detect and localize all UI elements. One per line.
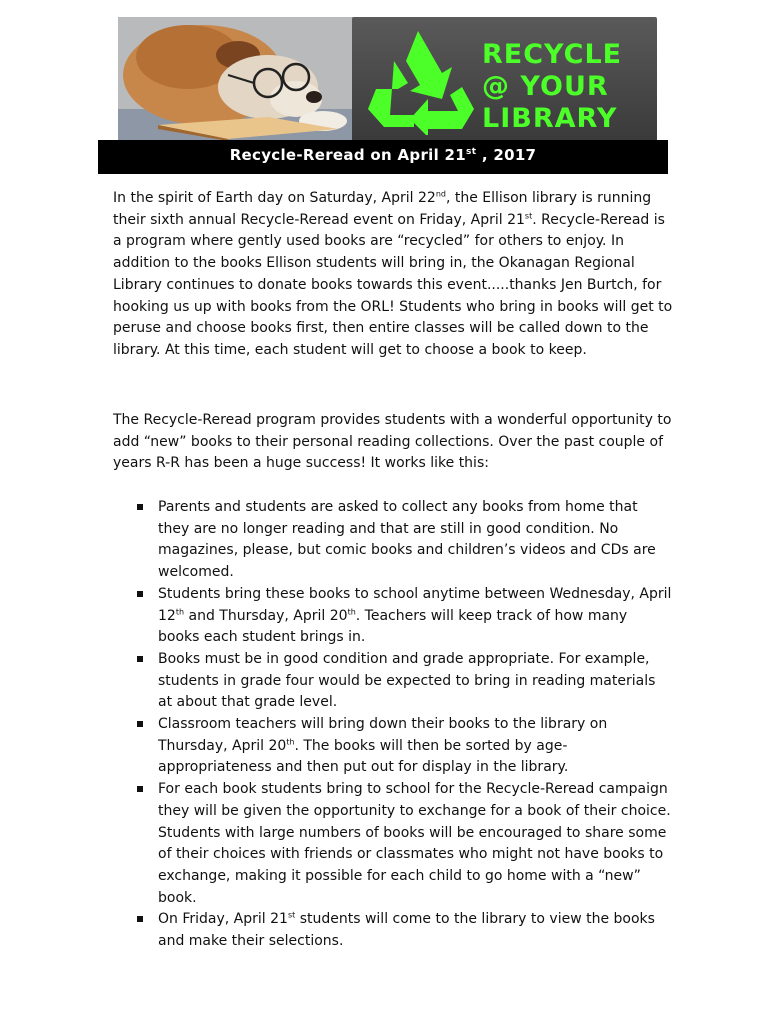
ordinal-suffix: nd [435, 189, 446, 199]
square-bullet-icon [137, 786, 143, 792]
text-run: Students bring these books to school anytime between Wednesday, April 12 [158, 585, 672, 624]
square-bullet-icon [137, 504, 143, 510]
recycle-icon [358, 25, 480, 135]
list-item [113, 909, 673, 952]
bulldog-reading-photo [118, 17, 354, 141]
text-run: . Recycle-Reread is a program where gently used books are “recycled” for others to enjoy. In addition to the books Ellison students will bring in, the Okanagan Regional Library continues to donate books towards this event.....thanks Jen Burtch, for hooking us up with books from the ORL! Students who bring in books will get to peruse and choose books first, then entire classes will be called down to the library. At this time, each student will get to choose a book to keep. [113, 211, 673, 358]
text-run: Classroom teachers will bring down their books to the library on Thursday, April 20 [158, 716, 608, 754]
list-item [113, 497, 673, 584]
page-title: Recycle-Reread on April 21st , 2017 [229, 146, 537, 164]
text-run: For each book students bring to school for the Recycle-Reread campaign they will be given the opportunity to exchange for a book of their choice. Students with large numbers of books will be encouraged to share some of their choices with friends or classmates who might not have books to exchange, making it possible for each child to go home with a “new” book. [158, 781, 671, 906]
text-run: The Recycle-Reread program provides students with a wonderful opportunity to add “new” books to their personal reading collections. Over the past couple of years R-R has been a huge success! It works like this: [113, 412, 672, 472]
list-item [113, 649, 673, 714]
program-paragraph [113, 410, 673, 475]
bulldog-illustration [118, 17, 354, 141]
text-run: Parents and students are asked to collect any books from home that they are no longer reading and that are still in good condition. No magazines, please, but comic books and children’s videos and CDs are welcomed. [158, 499, 656, 581]
logo-line-2: @ YOUR [482, 71, 609, 102]
text-run: . The books will then be sorted by age-appropriateness and then put out for display in the library. [158, 737, 569, 776]
square-bullet-icon [137, 591, 143, 597]
list-item [113, 714, 673, 779]
intro-paragraph [113, 188, 673, 362]
text-run: On Friday, April 21 [158, 911, 288, 928]
text-run: students will come to the library to view the books and make their selections. [158, 911, 655, 950]
square-bullet-icon [137, 656, 143, 662]
text-run: Books must be in good condition and grade appropriate. For example, students in grade four would be expected to bring in reading materials at about that grade level. [158, 650, 656, 711]
square-bullet-icon [137, 721, 143, 727]
text-run: and Thursday, April 20 [184, 607, 348, 624]
title-bar [98, 140, 668, 174]
logo-line-3: LIBRARY [482, 103, 618, 134]
list-item [113, 584, 673, 649]
square-bullet-icon [137, 916, 143, 922]
recycle-logo [352, 17, 657, 141]
text-run: In the spirit of Earth day on Saturday, April 22 [113, 190, 436, 206]
logo-line-1: RECYCLE [482, 39, 623, 70]
ordinal-suffix: th [286, 737, 295, 747]
ordinal-suffix: th [175, 606, 185, 616]
text-run: , the Ellison library is running their sixth annual Recycle-Reread event on Friday, April 21 [113, 190, 652, 228]
steps-list [113, 497, 673, 953]
list-item [113, 779, 673, 909]
text-run: . Teachers will keep track of how many books each student brings in. [158, 607, 628, 646]
ordinal-suffix: st [287, 910, 296, 920]
ordinal-suffix: st [524, 211, 533, 221]
ordinal-suffix: th [347, 606, 356, 616]
